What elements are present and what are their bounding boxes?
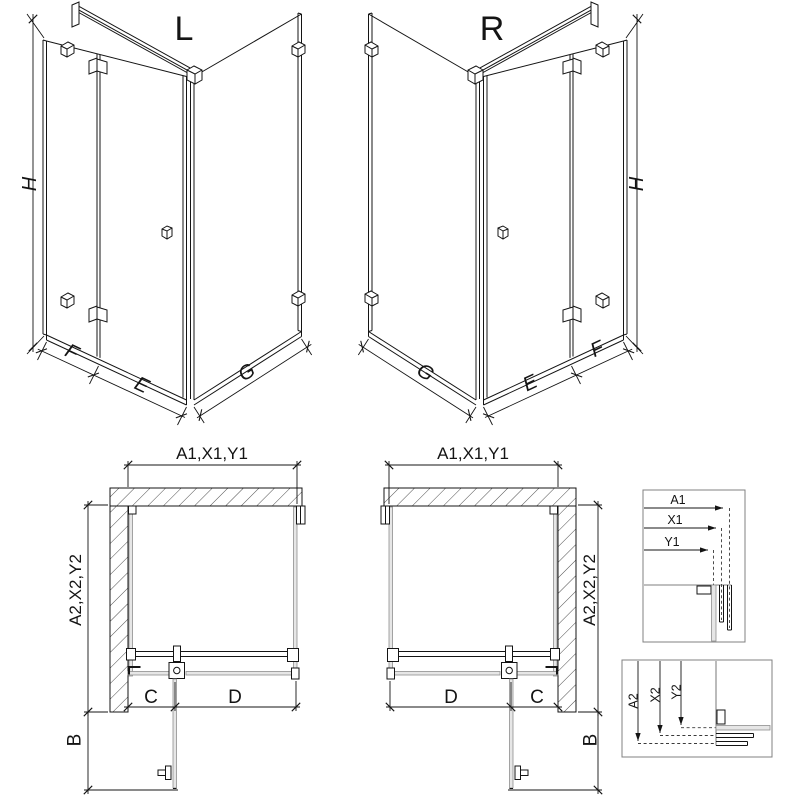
wall-right bbox=[558, 506, 576, 712]
dim-label-a1x1y1-right: A1,X1,Y1 bbox=[437, 444, 509, 463]
perspective-view-right bbox=[356, 2, 648, 425]
view-title-right: R bbox=[479, 10, 505, 48]
wall-top bbox=[110, 488, 302, 506]
bar-clamp bbox=[174, 646, 181, 662]
wall-bracket-icon bbox=[61, 42, 74, 57]
wall-bracket-icon bbox=[292, 291, 305, 306]
dim-label-c-right: C bbox=[530, 687, 544, 708]
dim-depth-a2 bbox=[84, 501, 108, 716]
bar-wall-mount bbox=[72, 2, 79, 27]
wall-profile-edge bbox=[43, 40, 47, 335]
dim-door-swing-b bbox=[84, 712, 178, 794]
dim-label-f-left: F bbox=[61, 339, 82, 365]
door-handle-plan bbox=[166, 766, 172, 780]
corner-fitting-plan bbox=[292, 668, 300, 679]
corner-post bbox=[183, 75, 194, 401]
wall-profile-section bbox=[716, 661, 770, 746]
detail-label-y2: Y2 bbox=[669, 684, 684, 700]
wall-left bbox=[110, 506, 128, 712]
detail-label-a2: A2 bbox=[626, 693, 641, 709]
dim-label-a2x2y2-right: A2,X2,Y2 bbox=[579, 554, 599, 626]
dim-label-e-left: E bbox=[130, 372, 153, 399]
front-fixed-glass-plan bbox=[128, 672, 170, 676]
dim-label-b-right: B bbox=[580, 733, 602, 747]
dim-label-d-left: D bbox=[228, 687, 242, 708]
detail-box-vertical-dims bbox=[622, 660, 772, 757]
plan-view-left bbox=[65, 444, 305, 794]
plan-view-right bbox=[381, 444, 602, 794]
door-hinge-icon bbox=[89, 306, 107, 322]
detail-label-x1: X1 bbox=[667, 513, 683, 527]
detail-label-a1: A1 bbox=[670, 493, 686, 507]
wall-bracket-icon bbox=[292, 42, 305, 57]
dim-label-e-right: E bbox=[519, 370, 542, 397]
dim-label-d-right: D bbox=[444, 687, 458, 708]
detail-label-x2: X2 bbox=[648, 687, 663, 703]
door-hinge-icon bbox=[89, 58, 107, 74]
door-pivot bbox=[174, 667, 180, 673]
view-title-left: L bbox=[174, 10, 194, 48]
detail-box-horizontal-dims bbox=[643, 490, 745, 642]
door-handle-icon bbox=[162, 226, 172, 239]
bar-fitting bbox=[127, 649, 136, 661]
wall-bracket-icon bbox=[61, 293, 74, 308]
bar-fitting bbox=[288, 649, 299, 662]
perspective-view-left bbox=[19, 2, 314, 425]
door-opening-edge-plan bbox=[186, 672, 292, 676]
side-panel-glass bbox=[194, 13, 302, 332]
dim-label-a1x1y1-left: A1,X1,Y1 bbox=[176, 444, 248, 463]
dim-label-c-left: C bbox=[144, 687, 158, 708]
detail-label-y1: Y1 bbox=[664, 535, 680, 549]
dim-label-h-left: H bbox=[19, 176, 41, 192]
wall-profile-section bbox=[644, 585, 732, 641]
dim-label-g-right: G bbox=[412, 359, 438, 387]
dim-front-left bbox=[36, 339, 187, 425]
support-bar-plan bbox=[127, 652, 288, 657]
dim-label-g-left: G bbox=[234, 359, 260, 387]
wall-profile bbox=[129, 506, 137, 514]
dim-label-b-left: B bbox=[64, 733, 86, 747]
dim-label-h-right: H bbox=[626, 176, 648, 192]
dim-label-a2x2y2-left: A2,X2,Y2 bbox=[65, 554, 85, 626]
dim-label-f-right: F bbox=[587, 336, 608, 362]
wall-top bbox=[384, 488, 576, 506]
